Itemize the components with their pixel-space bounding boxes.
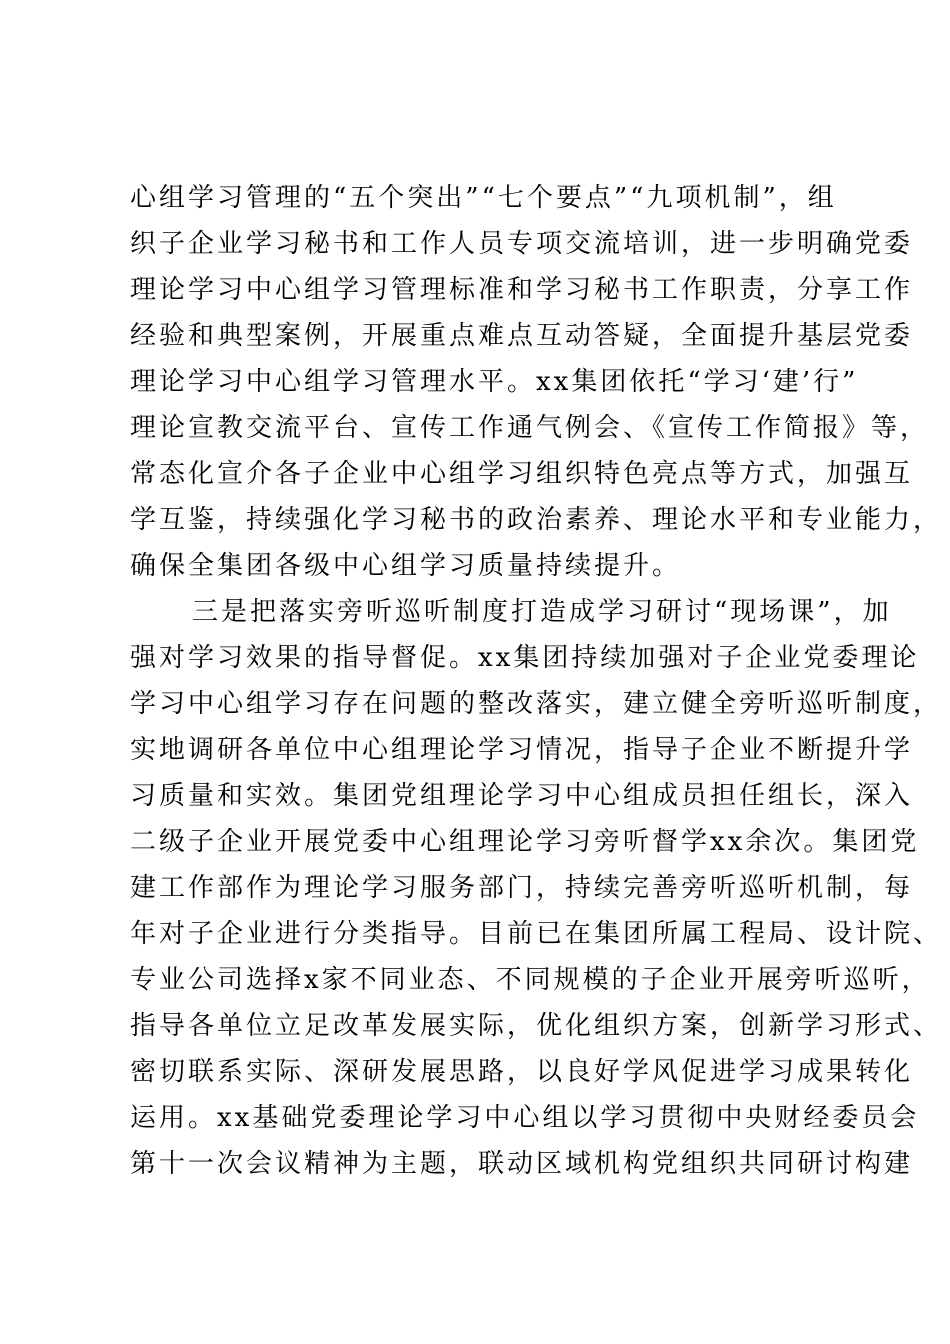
text-line: 二级子企业开展党委中心组理论学习旁听督学xx余次。集团党 xyxy=(130,827,920,857)
body-text xyxy=(130,175,943,1187)
text-line: 专业公司选择x家不同业态、不同规模的子企业开展旁听巡听， xyxy=(130,965,931,995)
text-line: 强对学习效果的指导督促。xx集团持续加强对子企业党委理论 xyxy=(130,643,920,673)
paragraph-2 xyxy=(130,589,943,1187)
text-line: 建工作部作为理论学习服务部门，持续完善旁听巡听机制，每 xyxy=(130,873,914,903)
paragraph-1 xyxy=(130,175,943,589)
text-line: 指导各单位立足改革发展实际，优化组织方案，创新学习形式、 xyxy=(130,1011,943,1041)
text-line: 实地调研各单位中心组理论学习情况，指导子企业不断提升学 xyxy=(130,735,914,765)
text-line: 第十一次会议精神为主题，联动区域机构党组织共同研讨构建 xyxy=(130,1149,914,1179)
text-line: 常态化宣介各子企业中心组学习组织特色亮点等方式，加强互 xyxy=(130,459,914,489)
text-line: 理论宣教交流平台、宣传工作通气例会、《宣传工作简报》等， xyxy=(130,413,930,443)
text-line: 学习中心组学习存在问题的整改落实，建立健全旁听巡听制度， xyxy=(130,689,943,719)
text-line: 理论学习中心组学习管理水平。xx集团依托“学习‘建’行” xyxy=(130,367,859,397)
text-line: 织子企业学习秘书和工作人员专项交流培训，进一步明确党委 xyxy=(130,229,914,259)
text-line: 运用。xx基础党委理论学习中心组以学习贯彻中央财经委员会 xyxy=(130,1103,920,1133)
text-line: 确保全集团各级中心组学习质量持续提升。 xyxy=(130,551,682,581)
text-line: 经验和典型案例，开展重点难点互动答疑，全面提升基层党委 xyxy=(130,321,914,351)
text-line: 年对子企业进行分类指导。目前已在集团所属工程局、设计院、 xyxy=(130,919,943,949)
text-line: 习质量和实效。集团党组理论学习中心组成员担任组长，深入 xyxy=(130,781,914,811)
text-line: 理论学习中心组学习管理标准和学习秘书工作职责，分享工作 xyxy=(130,275,914,305)
text-line: 学互鉴，持续强化学习秘书的政治素养、理论水平和专业能力， xyxy=(130,505,943,535)
text-line: 三是把落实旁听巡听制度打造成学习研讨“现场课”，加 xyxy=(192,597,892,627)
text-line: 心组学习管理的“五个突出”“七个要点”“九项机制”，组 xyxy=(130,183,837,213)
text-line: 密切联系实际、深研发展思路，以良好学风促进学习成果转化 xyxy=(130,1057,914,1087)
